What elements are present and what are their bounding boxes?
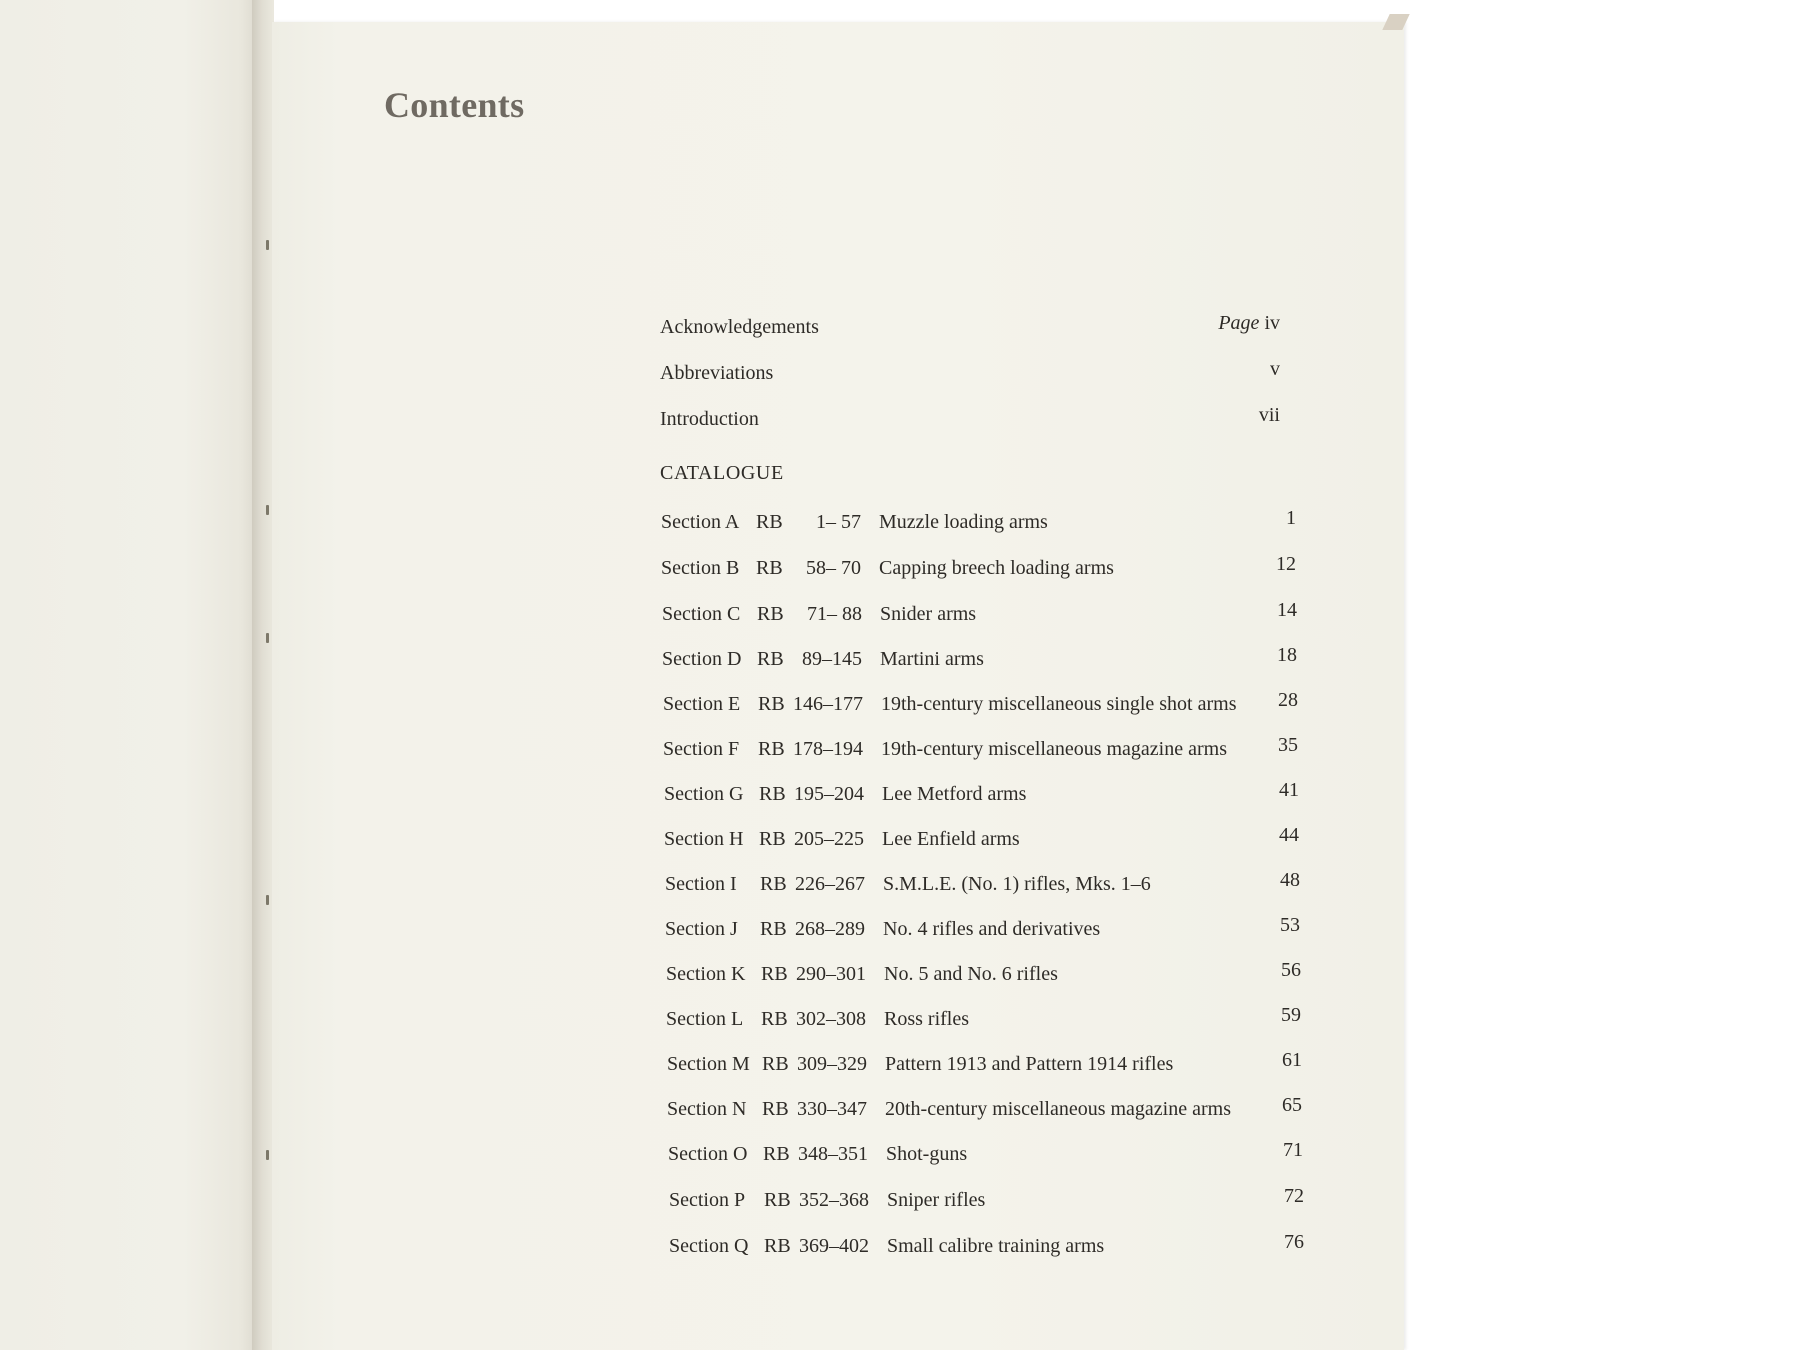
previous-page-edge	[0, 0, 262, 1350]
rb-prefix: RB	[761, 1008, 788, 1030]
section-page: 35	[1278, 734, 1298, 756]
section-label: Section J	[665, 918, 738, 940]
section-title: Martini arms	[880, 648, 984, 670]
section-page: 18	[1277, 644, 1297, 666]
section-page: 14	[1277, 599, 1297, 621]
rb-range: 205–225	[794, 828, 864, 850]
catalogue-heading: CATALOGUE	[660, 462, 784, 484]
rb-range: 309–329	[797, 1053, 867, 1075]
rb-range: 226–267	[795, 873, 865, 895]
section-page: 1	[1286, 507, 1296, 529]
section-title: Ross rifles	[884, 1008, 969, 1030]
section-page: 44	[1279, 824, 1299, 846]
rb-prefix: RB	[762, 1053, 789, 1075]
rb-prefix: RB	[759, 828, 786, 850]
section-label: Section B	[661, 557, 740, 579]
rb-prefix: RB	[756, 511, 783, 533]
front-matter-page	[1160, 312, 1280, 335]
book-gutter	[252, 0, 274, 1350]
section-label: Section L	[666, 1008, 744, 1030]
section-page: 48	[1280, 869, 1300, 891]
section-page: 61	[1282, 1049, 1302, 1071]
section-label: Section I	[665, 873, 737, 895]
page-number: vii	[1258, 404, 1280, 426]
section-label: Section K	[666, 963, 746, 985]
section-page: 65	[1282, 1094, 1302, 1116]
binding-mark	[266, 1150, 269, 1160]
section-label: Section P	[669, 1189, 746, 1211]
section-label: Section H	[664, 828, 744, 850]
section-label: Section M	[667, 1053, 750, 1075]
section-title: No. 4 rifles and derivatives	[883, 918, 1101, 940]
rb-range: 330–347	[797, 1098, 867, 1120]
section-title: S.M.L.E. (No. 1) rifles, Mks. 1–6	[883, 873, 1151, 895]
rb-prefix: RB	[757, 648, 784, 670]
page-corner	[1382, 14, 1409, 30]
rb-range: 71– 88	[807, 603, 862, 625]
binding-mark	[266, 895, 269, 905]
section-title: Lee Metford arms	[882, 783, 1027, 805]
rb-prefix: RB	[758, 693, 785, 715]
section-title: Capping breech loading arms	[879, 557, 1114, 579]
rb-prefix: RB	[763, 1143, 790, 1165]
section-title: Snider arms	[880, 603, 977, 625]
rb-range: 195–204	[794, 783, 864, 805]
rb-prefix: RB	[764, 1235, 791, 1257]
rb-prefix: RB	[761, 963, 788, 985]
section-page: 76	[1284, 1231, 1304, 1253]
section-label: Section F	[663, 738, 740, 760]
binding-mark	[266, 633, 269, 643]
rb-range: 1– 57	[816, 511, 861, 533]
section-label: Section E	[663, 693, 741, 715]
section-page: 41	[1279, 779, 1299, 801]
rb-prefix: RB	[760, 873, 787, 895]
front-matter-label: Abbreviations	[660, 362, 774, 384]
section-label: Section Q	[669, 1235, 749, 1257]
page-number: iv	[1264, 312, 1280, 334]
rb-range: 89–145	[802, 648, 862, 670]
section-label: Section G	[664, 783, 744, 805]
section-page: 56	[1281, 959, 1301, 981]
section-title: Small calibre training arms	[887, 1235, 1105, 1257]
rb-range: 352–368	[799, 1189, 869, 1211]
section-label: Section A	[661, 511, 740, 533]
rb-prefix: RB	[758, 738, 785, 760]
section-page: 28	[1278, 689, 1298, 711]
rb-range: 58– 70	[806, 557, 861, 579]
rb-range: 178–194	[793, 738, 863, 760]
section-label: Section D	[662, 648, 742, 670]
page-title: Contents	[384, 85, 525, 125]
section-page: 53	[1280, 914, 1300, 936]
section-title: 19th-century miscellaneous magazine arms	[881, 738, 1227, 760]
rb-prefix: RB	[760, 918, 787, 940]
front-matter-label: Introduction	[660, 408, 759, 430]
section-page: 71	[1283, 1139, 1303, 1161]
section-page: 12	[1276, 553, 1296, 575]
rb-range: 146–177	[793, 693, 863, 715]
binding-mark	[266, 240, 269, 250]
section-label: Section O	[668, 1143, 748, 1165]
section-label: Section C	[662, 603, 741, 625]
rb-range: 268–289	[795, 918, 865, 940]
section-label: Section N	[667, 1098, 747, 1120]
binding-mark	[266, 505, 269, 515]
front-matter-page	[1160, 404, 1280, 427]
rb-prefix: RB	[756, 557, 783, 579]
rb-range: 348–351	[798, 1143, 868, 1165]
rb-range: 369–402	[799, 1235, 869, 1257]
rb-range: 302–308	[796, 1008, 866, 1030]
section-title: No. 5 and No. 6 rifles	[884, 963, 1058, 985]
front-matter-page	[1160, 358, 1280, 381]
rb-range: 290–301	[796, 963, 866, 985]
section-title: Lee Enfield arms	[882, 828, 1020, 850]
section-page: 59	[1281, 1004, 1301, 1026]
rb-prefix: RB	[757, 603, 784, 625]
front-matter-label: Acknowledgements	[660, 316, 819, 338]
section-title: 20th-century miscellaneous magazine arms	[885, 1098, 1231, 1120]
section-title: 19th-century miscellaneous single shot arms	[881, 693, 1237, 715]
section-title: Pattern 1913 and Pattern 1914 rifles	[885, 1053, 1174, 1075]
rb-prefix: RB	[764, 1189, 791, 1211]
section-title: Sniper rifles	[887, 1189, 986, 1211]
section-page: 72	[1284, 1185, 1304, 1207]
rb-prefix: RB	[759, 783, 786, 805]
page-number: v	[1270, 358, 1280, 380]
page-prefix: Page	[1218, 312, 1260, 334]
rb-prefix: RB	[762, 1098, 789, 1120]
section-title: Muzzle loading arms	[879, 511, 1048, 533]
section-title: Shot-guns	[886, 1143, 968, 1165]
